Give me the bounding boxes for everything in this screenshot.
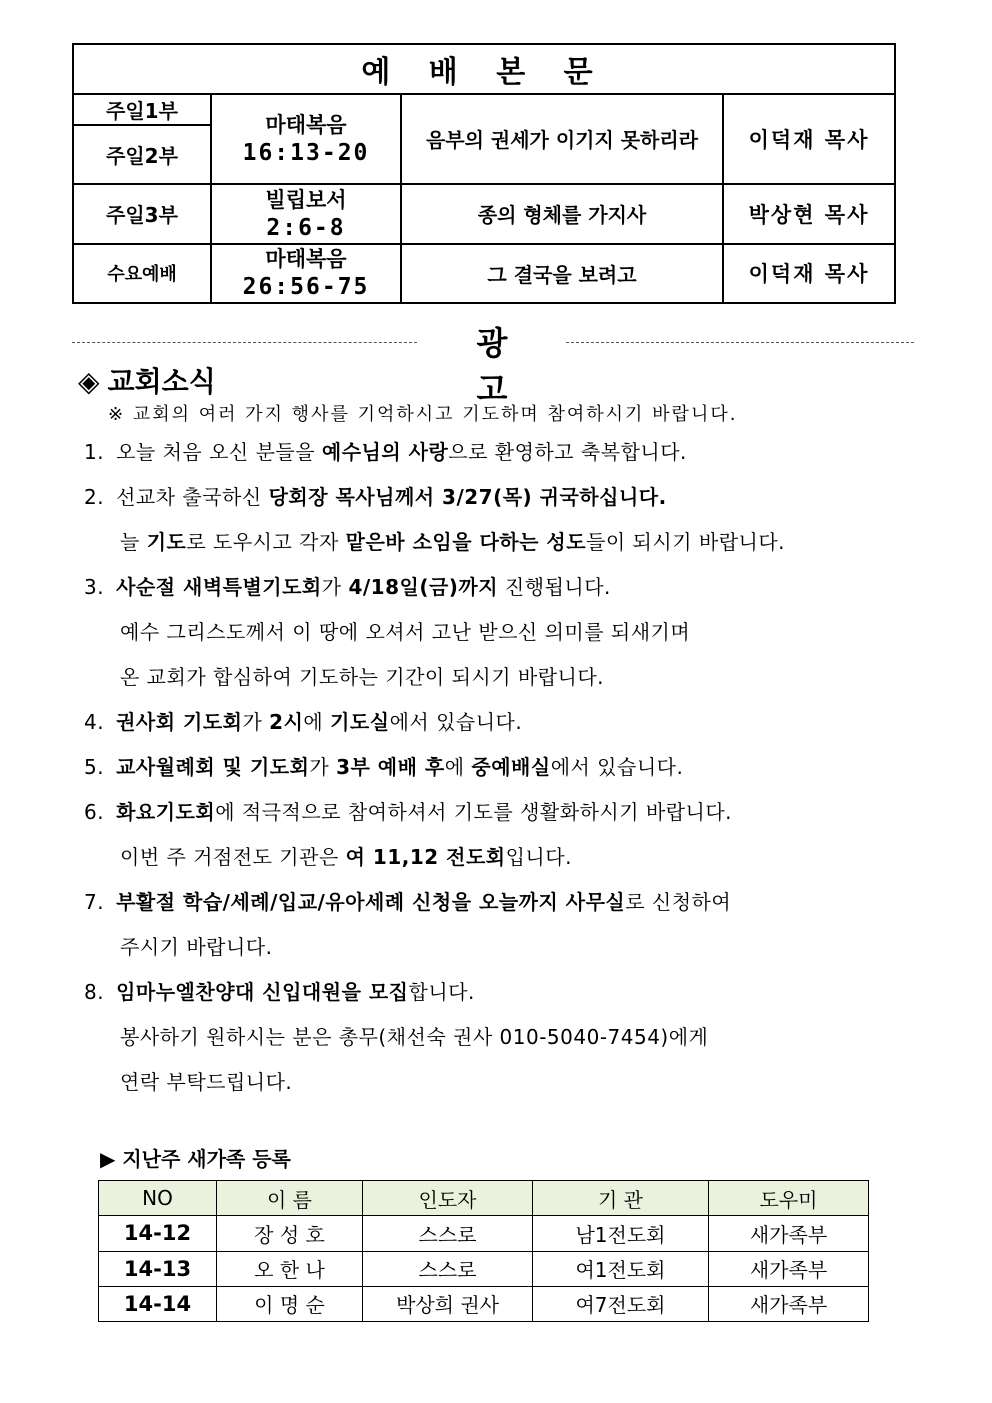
item-text: 에서 있습니다. <box>389 710 523 734</box>
announcement-continuation <box>120 661 604 690</box>
emphasized-text: 여 11,12 전도회 <box>345 845 506 869</box>
announcement-item <box>84 976 475 1005</box>
announcement-continuation <box>120 616 690 645</box>
emphasized-text: 4/18일(금)까지 <box>348 575 499 599</box>
announcements-title: 광 고 <box>476 324 548 408</box>
column-header: 도우미 <box>709 1181 869 1216</box>
scripture-passage <box>211 184 401 244</box>
member-name: 오 한 나 <box>217 1251 363 1286</box>
dashed-divider <box>72 342 417 343</box>
scripture-reference: 26:56-75 <box>242 274 370 301</box>
announcement-continuation <box>120 526 785 555</box>
emphasized-text: 예수님의 사랑 <box>321 440 449 464</box>
item-text: 입니다. <box>505 845 572 869</box>
item-number: 8. <box>84 980 105 1004</box>
guide-name: 스스로 <box>363 1251 533 1286</box>
announcement-continuation <box>120 1066 292 1095</box>
item-number: 4. <box>84 710 105 734</box>
scripture-book: 빌립보서 <box>265 187 347 212</box>
guide-name: 스스로 <box>363 1216 533 1251</box>
helper: 새가족부 <box>709 1251 869 1286</box>
diamond-bullet-icon: ◈ <box>78 365 100 398</box>
announcement-continuation <box>120 1021 708 1050</box>
church-news-note: ※ 교회의 여러 가지 행사를 기억하시고 기도하며 참여하시기 바랍니다. <box>108 404 738 425</box>
item-text: 합니다. <box>408 980 475 1004</box>
emphasized-text: 3부 예배 후 <box>336 755 445 779</box>
column-header: 이 름 <box>217 1181 363 1216</box>
dashed-divider <box>566 342 914 343</box>
announcement-item <box>84 706 522 735</box>
announcement-continuation <box>120 841 572 870</box>
item-text: 이번 주 거점전도 기관은 <box>120 845 346 869</box>
emphasized-text: 임마누엘찬양대 신입대원을 모집 <box>116 980 409 1004</box>
service-name: 주일1부 <box>73 94 211 125</box>
emphasized-text: 권사회 기도회 <box>116 710 243 734</box>
organization: 남1전도회 <box>533 1216 709 1251</box>
item-text: 가 <box>309 755 337 779</box>
item-number: 7. <box>84 890 105 914</box>
item-number: 1. <box>84 440 105 464</box>
new-family-heading: ▶ 지난주 새가족 등록 <box>100 1147 291 1171</box>
table-row <box>99 1216 869 1251</box>
item-number: 2. <box>84 485 105 509</box>
announcement-continuation <box>120 931 272 960</box>
emphasized-text: 기도실 <box>330 710 390 734</box>
item-text: 로 신청하여 <box>625 890 732 914</box>
item-text: 으로 환영하고 축복합니다. <box>448 440 687 464</box>
item-text: 온 교회가 합심하여 기도하는 기간이 되시기 바랍니다. <box>120 665 605 689</box>
item-text: 에서 있습니다. <box>550 755 684 779</box>
church-news-heading <box>78 360 216 400</box>
announcement-item <box>84 436 687 465</box>
helper: 새가족부 <box>709 1216 869 1251</box>
announcement-item <box>84 796 732 825</box>
item-text: 오늘 처음 오신 분들을 <box>116 440 322 464</box>
item-number: 3. <box>84 575 105 599</box>
item-number: 6. <box>84 800 105 824</box>
organization: 여1전도회 <box>533 1251 709 1286</box>
registration-number: 14-12 <box>99 1216 217 1251</box>
preacher-name: 박상현 목사 <box>723 184 895 244</box>
scripture-reference: 16:13-20 <box>242 139 370 166</box>
sermon-title: 종의 형체를 가지사 <box>401 184 723 244</box>
table-header-row <box>99 1181 869 1216</box>
registration-number: 14-14 <box>99 1286 217 1321</box>
item-text: 에 <box>444 755 472 779</box>
preacher-name: 이덕재 목사 <box>723 244 895 303</box>
column-header: NO <box>99 1181 217 1216</box>
announcement-item <box>84 751 683 780</box>
service-name: 주일2부 <box>73 125 211 183</box>
item-number: 5. <box>84 755 105 779</box>
member-name: 장 성 호 <box>217 1216 363 1251</box>
organization: 여7전도회 <box>533 1286 709 1321</box>
item-text: 가 <box>242 710 270 734</box>
item-text: 늘 <box>120 530 147 554</box>
table-row <box>99 1286 869 1321</box>
item-text: 가 <box>321 575 349 599</box>
emphasized-text: 맡은바 소임을 다하는 성도 <box>345 530 587 554</box>
item-text: 연락 부탁드립니다. <box>120 1070 293 1094</box>
helper: 새가족부 <box>709 1286 869 1321</box>
item-text: 봉사하기 원하시는 분은 총무(채선숙 권사 010-5040-7454)에게 <box>120 1025 709 1049</box>
item-text: 들이 되시기 바랍니다. <box>586 530 786 554</box>
service-name: 주일3부 <box>73 184 211 244</box>
guide-name: 박상희 권사 <box>363 1286 533 1321</box>
announcement-item <box>84 481 667 510</box>
column-header: 인도자 <box>363 1181 533 1216</box>
sermon-table-title: 예 배 본 문 <box>73 44 895 94</box>
service-name: 수요예배 <box>73 244 211 303</box>
item-text: 로 도우시고 각자 <box>186 530 346 554</box>
church-news-title: 교회소식 <box>107 365 216 398</box>
emphasized-text: 부활절 학습/세례/입교/유아세례 신청을 오늘까지 사무실 <box>116 890 626 914</box>
item-text: 선교차 출국하신 <box>116 485 269 509</box>
emphasized-text: 사순절 새벽특별기도회 <box>116 575 322 599</box>
registration-number: 14-13 <box>99 1251 217 1286</box>
emphasized-text: 교사월례회 및 기도회 <box>116 755 310 779</box>
scripture-reference: 2:6-8 <box>266 214 346 241</box>
emphasized-text: 중예배실 <box>471 755 551 779</box>
preacher-name: 이덕재 목사 <box>723 94 895 183</box>
emphasized-text: 2시 <box>269 710 304 734</box>
item-text: 에 적극적으로 참여하셔서 기도를 생활화하시기 바랍니다. <box>215 800 733 824</box>
column-header: 기 관 <box>533 1181 709 1216</box>
item-text: 예수 그리스도께서 이 땅에 오셔서 고난 받으신 의미를 되새기며 <box>120 620 691 644</box>
scripture-book: 마태복음 <box>265 112 347 137</box>
sermon-title: 그 결국을 보려고 <box>401 244 723 303</box>
scripture-passage <box>211 94 401 183</box>
sermon-title: 음부의 권세가 이기지 못하리라 <box>401 94 723 183</box>
item-text: 주시기 바랍니다. <box>120 935 273 959</box>
scripture-book: 마태복음 <box>265 247 347 272</box>
item-text: 에 <box>303 710 331 734</box>
emphasized-text: 화요기도회 <box>116 800 216 824</box>
table-row <box>99 1251 869 1286</box>
announcement-item <box>84 571 611 600</box>
scripture-passage <box>211 244 401 303</box>
announcement-item <box>84 886 731 915</box>
emphasized-text: 기도 <box>146 530 187 554</box>
emphasized-text: 당회장 목사님께서 3/27(목) 귀국하십니다. <box>268 485 667 509</box>
member-name: 이 명 순 <box>217 1286 363 1321</box>
new-family-table <box>98 1180 869 1322</box>
item-text: 진행됩니다. <box>498 575 611 599</box>
sermon-table <box>72 43 896 304</box>
